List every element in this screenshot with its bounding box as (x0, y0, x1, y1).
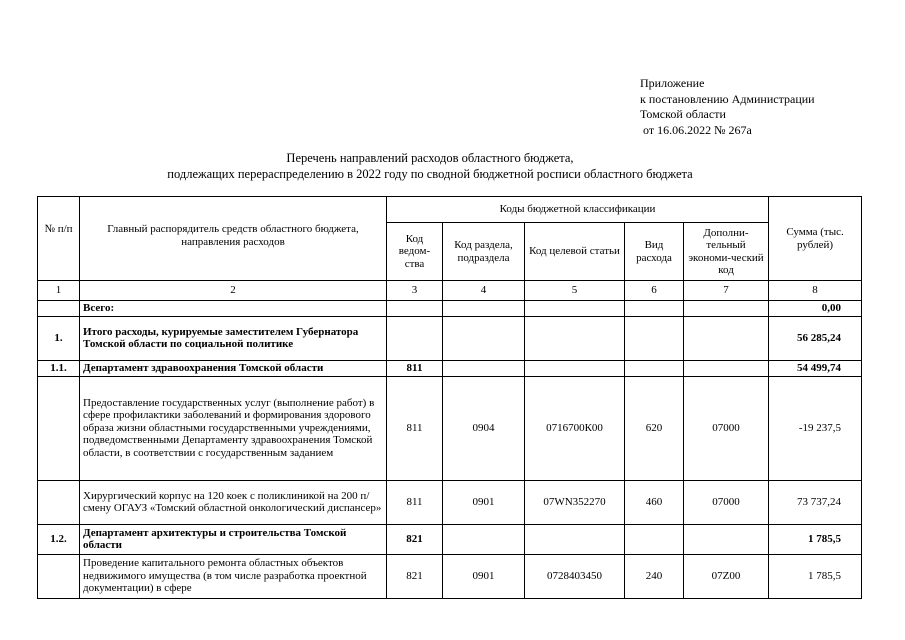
cell-section (443, 316, 525, 360)
cell-np: 1.1. (38, 360, 80, 376)
cell-econ: 07Z00 (684, 554, 769, 598)
col-number: 4 (443, 281, 525, 301)
cell-section: 0901 (443, 554, 525, 598)
cell-np: 1.2. (38, 524, 80, 554)
cell-sum: 1 785,5 (769, 554, 862, 598)
cell-sum: 73 737,24 (769, 480, 862, 524)
cell-dept: 821 (387, 524, 443, 554)
header-expense-type: Вид расхода (625, 223, 684, 281)
cell-econ (684, 524, 769, 554)
cell-name: Предоставление государственных услуг (выполнение работ) в сфере профилактики заболеваний и формирования здорового образа жизни областными государственными учреждениями, подведомственными Департаменту здравоохранения Томской области, в соответствии с государственным заданием (80, 376, 387, 480)
header-name: Главный распорядитель средств областного бюджета, направления расходов (80, 197, 387, 281)
cell-target: 07WN352270 (525, 480, 625, 524)
col-number: 3 (387, 281, 443, 301)
cell-type: 240 (625, 554, 684, 598)
col-number: 6 (625, 281, 684, 301)
cell-np (38, 480, 80, 524)
cell-sum: 0,00 (769, 301, 862, 317)
cell-type: 620 (625, 376, 684, 480)
cell-type (625, 316, 684, 360)
cell-sum: -19 237,5 (769, 376, 862, 480)
cell-section: 0901 (443, 480, 525, 524)
cell-target (525, 316, 625, 360)
cell-np (38, 554, 80, 598)
cell-sum: 54 499,74 (769, 360, 862, 376)
header-target-code: Код целевой статьи (525, 223, 625, 281)
cell-section (443, 301, 525, 317)
cell-dept (387, 316, 443, 360)
cell-dept: 811 (387, 376, 443, 480)
cell-dept: 821 (387, 554, 443, 598)
cell-name: Итого расходы, курируемые заместителем Губернатора Томской области по социальной политике (80, 316, 387, 360)
col-number: 1 (38, 281, 80, 301)
col-number: 7 (684, 281, 769, 301)
table-row (38, 524, 862, 554)
table-row (38, 360, 862, 376)
table-row (38, 376, 862, 480)
cell-section (443, 524, 525, 554)
column-number-row (38, 281, 862, 301)
col-number: 2 (80, 281, 387, 301)
cell-np (38, 376, 80, 480)
cell-name: Всего: (80, 301, 387, 317)
header-sum: Сумма (тыс. рублей) (769, 197, 862, 281)
cell-name: Департамент здравоохранения Томской области (80, 360, 387, 376)
appendix-line: Томской области (640, 107, 726, 121)
document-title (0, 151, 860, 182)
cell-section (443, 360, 525, 376)
cell-econ: 07000 (684, 480, 769, 524)
cell-type (625, 301, 684, 317)
header-dept-code: Код ведом-ства (387, 223, 443, 281)
cell-econ (684, 360, 769, 376)
table-row (38, 316, 862, 360)
col-number: 8 (769, 281, 862, 301)
table-row-total (38, 301, 862, 317)
title-line: подлежащих перераспределению в 2022 году по сводной бюджетной росписи областного бюджета (167, 166, 693, 181)
cell-econ (684, 301, 769, 317)
appendix-block (640, 76, 815, 138)
cell-np (38, 301, 80, 317)
appendix-line: от 16.06.2022 № 267а (640, 122, 752, 137)
cell-name: Департамент архитектуры и строительства Томской области (80, 524, 387, 554)
cell-target: 0716700К00 (525, 376, 625, 480)
cell-name: Проведение капитального ремонта областных объектов недвижимого имущества (в том числе разработка проектной документации) в сфере (80, 554, 387, 598)
header-codes-group: Коды бюджетной классификации (387, 197, 769, 223)
appendix-line: Приложение (640, 76, 705, 90)
cell-econ: 07000 (684, 376, 769, 480)
cell-target (525, 301, 625, 317)
cell-dept: 811 (387, 480, 443, 524)
cell-dept: 811 (387, 360, 443, 376)
header-np: № п/п (38, 197, 80, 281)
cell-econ (684, 316, 769, 360)
cell-target: 0728403450 (525, 554, 625, 598)
table-row (38, 554, 862, 598)
cell-type: 460 (625, 480, 684, 524)
header-section-code: Код раздела, подраздела (443, 223, 525, 281)
cell-section: 0904 (443, 376, 525, 480)
cell-name: Хирургический корпус на 120 коек с поликлиникой на 200 п/смену ОГАУЗ «Томский областной онкологический диспансер» (80, 480, 387, 524)
table-row (38, 480, 862, 524)
cell-np: 1. (38, 316, 80, 360)
title-line: Перечень направлений расходов областного бюджета, (286, 151, 574, 165)
cell-sum: 1 785,5 (769, 524, 862, 554)
budget-table (37, 196, 862, 599)
header-econ-code: Дополни-тельный экономи-ческий код (684, 223, 769, 281)
cell-type (625, 524, 684, 554)
cell-target (525, 360, 625, 376)
cell-sum: 56 285,24 (769, 316, 862, 360)
col-number: 5 (525, 281, 625, 301)
cell-type (625, 360, 684, 376)
cell-target (525, 524, 625, 554)
cell-dept (387, 301, 443, 317)
appendix-line: к постановлению Администрации (640, 91, 815, 106)
